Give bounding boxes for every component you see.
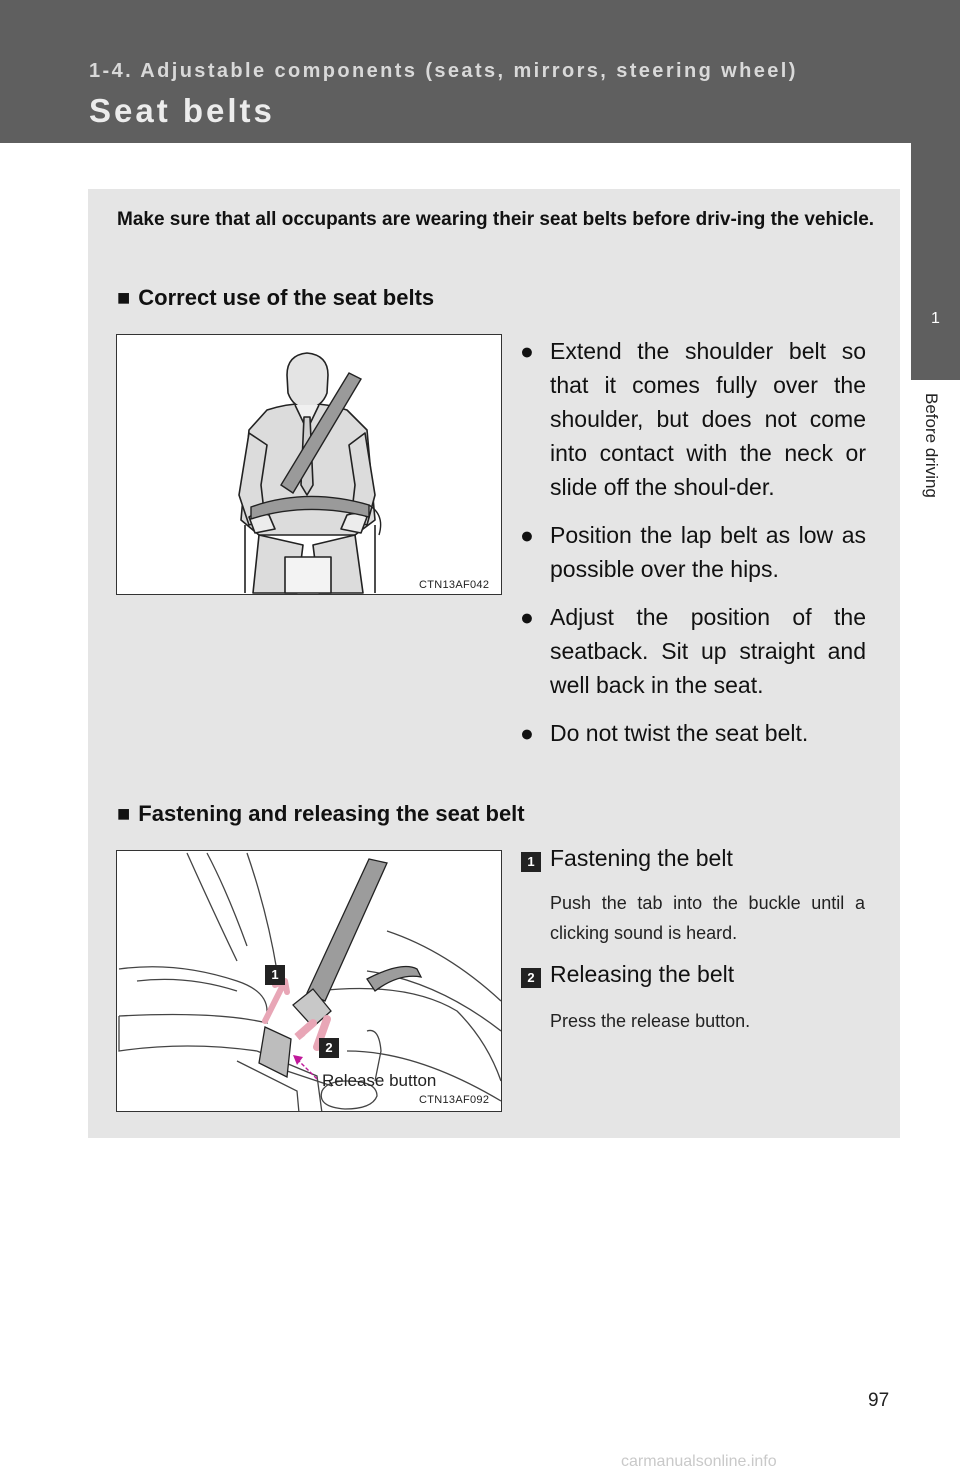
heading-marker: ■ xyxy=(117,285,131,310)
release-button-label: Release button xyxy=(322,1071,437,1090)
bullet-text: Extend the shoulder belt so that it comes fully over the shoulder, but does not come into contact with the neck or slide off the shoul-der. xyxy=(550,338,866,500)
step-2-title: Releasing the belt xyxy=(550,961,735,987)
heading-fastening xyxy=(117,801,525,827)
bullet-list xyxy=(520,334,866,764)
bullet-item xyxy=(520,600,866,702)
bullet-text: Adjust the position of the seatback. Sit up straight and well back in the seat. xyxy=(550,604,866,698)
heading-correct-use xyxy=(117,285,434,311)
seated-person-illustration xyxy=(117,335,502,595)
buckle-illustration xyxy=(117,851,502,1112)
bullet-dot: ● xyxy=(520,720,534,746)
chapter-label: Before driving xyxy=(922,393,941,498)
heading-marker: ■ xyxy=(117,801,131,826)
step-1-title: Fastening the belt xyxy=(550,845,733,871)
step-2-badge: 2 xyxy=(521,968,541,988)
callout-1-badge: 1 xyxy=(265,965,285,985)
bullet-item xyxy=(520,334,866,504)
bullet-item xyxy=(520,518,866,586)
heading-text: Correct use of the seat belts xyxy=(138,285,435,310)
bullet-item xyxy=(520,716,866,750)
bullet-dot: ● xyxy=(520,338,534,364)
callout-2-badge: 2 xyxy=(319,1038,339,1058)
intro-text: Make sure that all occupants are wearing their seat belts before driv-ing the vehicle. xyxy=(117,209,875,230)
figure-seated-person xyxy=(116,334,502,595)
page-header xyxy=(0,0,960,143)
step-2-description: Press the release button. xyxy=(550,1011,751,1031)
page-title: Seat belts xyxy=(89,92,275,129)
heading-text: Fastening and releasing the seat belt xyxy=(138,801,525,826)
chapter-tab xyxy=(911,143,960,380)
figure-code: CTN13AF042 xyxy=(419,579,490,591)
bullet-text: Position the lap belt as low as possible over the hips. xyxy=(550,522,866,582)
watermark: carmanualsonline.info xyxy=(621,1453,777,1470)
step-1-badge: 1 xyxy=(521,852,541,872)
bullet-dot: ● xyxy=(520,604,534,630)
step-1-description: Push the tab into the buckle until a clicking sound is heard. xyxy=(550,893,865,943)
figure-buckle xyxy=(116,850,502,1112)
page-number: 97 xyxy=(868,1390,890,1411)
bullet-text: Do not twist the seat belt. xyxy=(550,720,809,746)
bullet-dot: ● xyxy=(520,522,534,548)
section-breadcrumb: 1-4. Adjustable components (seats, mirrors, steering wheel) xyxy=(89,60,798,82)
chapter-number: 1 xyxy=(931,310,940,327)
figure-code: CTN13AF092 xyxy=(419,1094,490,1106)
